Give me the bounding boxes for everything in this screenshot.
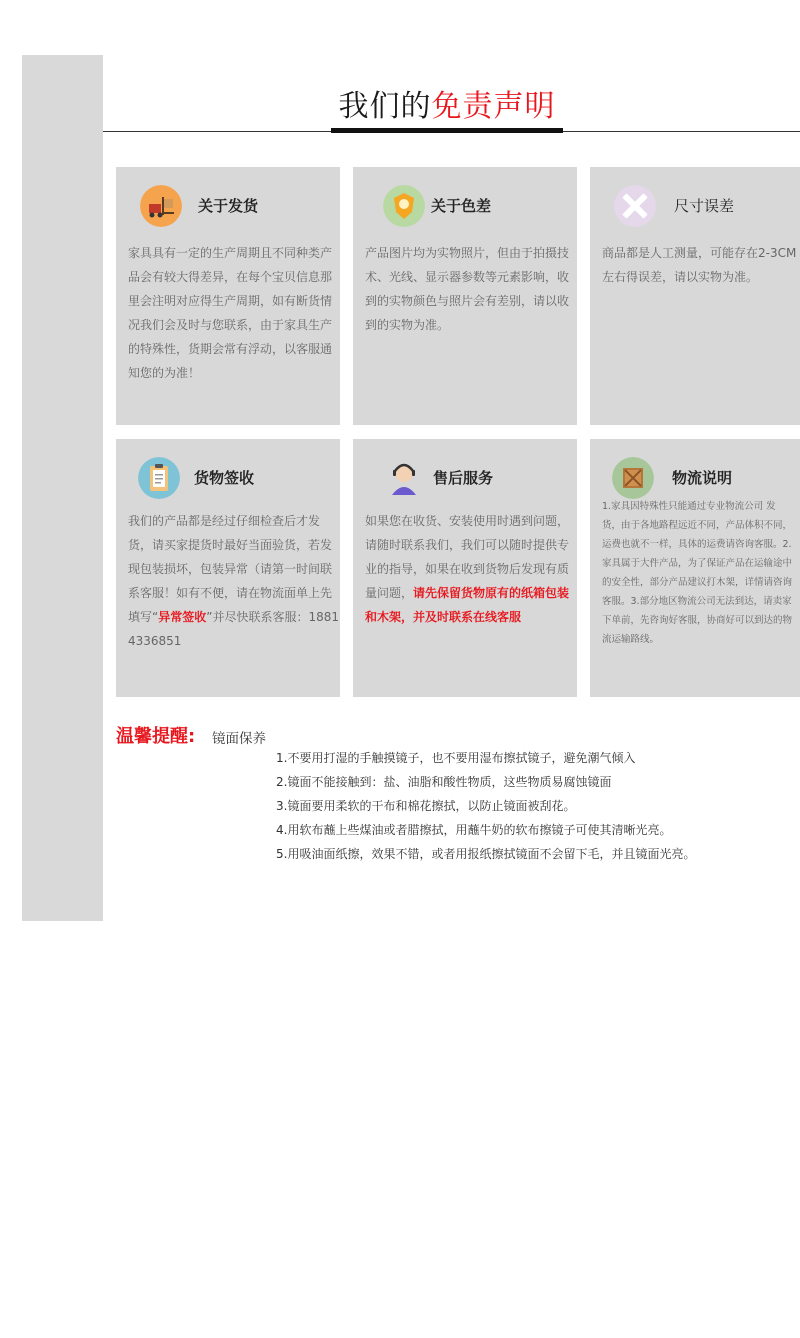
disclaimer-header [103,88,800,138]
side-decor-bar [22,55,103,921]
list-item: 1.不要用打湿的手触摸镜子，也不要用湿布擦拭镜子，避免潮气倾入 [276,751,636,765]
title-underline [331,128,563,133]
crate-icon [612,457,654,499]
card-signing [116,439,340,697]
title-highlight: 免责声明 [431,89,556,124]
card-text-logistics: 1.家具因特殊性只能通过专业物流公司 发货，由于各地路程远近不同，产品体积不同，运费也就不一样，具体的运费请咨询客服。2.家具属于大件产品，为了保证产品在运输途中的安全性，部分产品建议打木架，详情请咨询客服。3.部分地区物流公司无法到达，请卖家下单前，先咨询好客服，协商好可以到达的物流运输路线。 [602,501,793,645]
card-title-aftersales: 售后服务 [433,469,494,487]
card-title-signing: 货物签收 [194,469,255,487]
highlight-keep-packaging: 请先保留货物原有的纸箱包装和木架，并及时联系在线客服 [365,586,570,624]
customer-service-icon [383,457,425,499]
title-main: 我们的 [338,89,432,124]
notice-subtitle: 镜面保养 [212,731,266,747]
card-text-size: 商品都是人工测量，可能存在2-3CM左右得误差，请以实物为准。 [602,246,797,284]
clipboard-icon [138,457,180,499]
card-title-size: 尺寸误差 [674,197,735,215]
list-item: 4.用软布蘸上些煤油或者腊擦拭，用蘸牛奶的软布擦镜子可使其清晰光亮。 [276,823,672,837]
card-title-color: 关于色差 [431,197,492,215]
list-item: 2.镜面不能接触到：盐、油脂和酸性物质，这些物质易腐蚀镜面 [276,775,612,789]
card-logistics [590,439,800,697]
card-text-shipping: 家具具有一定的生产周期且不同种类产品会有较大得差异，在每个宝贝信息那里会注明对应得生产周期，如有断货情况我们会及时与您联系，由于家具生产的特殊性，货期会常有浮动，以客服通知您的为准！ [128,246,333,380]
card-title-shipping: 关于发货 [198,197,259,215]
list-item: 3.镜面要用柔软的干布和棉花擦拭，以防止镜面被刮花。 [276,799,576,813]
card-title-logistics: 物流说明 [672,469,733,487]
care-tips-list [276,746,796,866]
card-shipping [116,167,340,425]
card-color [353,167,577,425]
card-text-signing: 我们的产品都是经过仔细检查后才发货，请买家提货时最好当面验货，若发现包装损坏，包装异常（请第一时间联系客服！如有不便，请在物流面单上先填写“异常签收”并尽快联系客服：18814336851 [128,514,339,648]
card-aftersales [353,439,577,697]
highlight-abnormal-signing: 异常签收 [158,610,207,624]
forklift-icon [140,185,182,227]
shield-icon [383,185,425,227]
card-text-aftersales: 如果您在收货、安装使用时遇到问题，请随时联系我们，我们可以随时提供专业的指导，如果在收到货物后发现有质量问题，请先保留货物原有的纸箱包装和木架，并及时联系在线客服 [365,514,570,624]
list-item: 5.用吸油面纸擦，效果不错，或者用报纸擦拭镜面不会留下毛，并且镜面光亮。 [276,847,696,861]
card-size [590,167,800,425]
notice-label: 温馨提醒: [116,726,196,747]
ruler-cross-icon [614,185,656,227]
page-title [331,88,563,126]
card-text-color: 产品图片均为实物照片，但由于拍摄技术、光线、显示器参数等元素影响，收到的实物颜色与照片会有差别，请以收到的实物为准。 [365,246,570,332]
